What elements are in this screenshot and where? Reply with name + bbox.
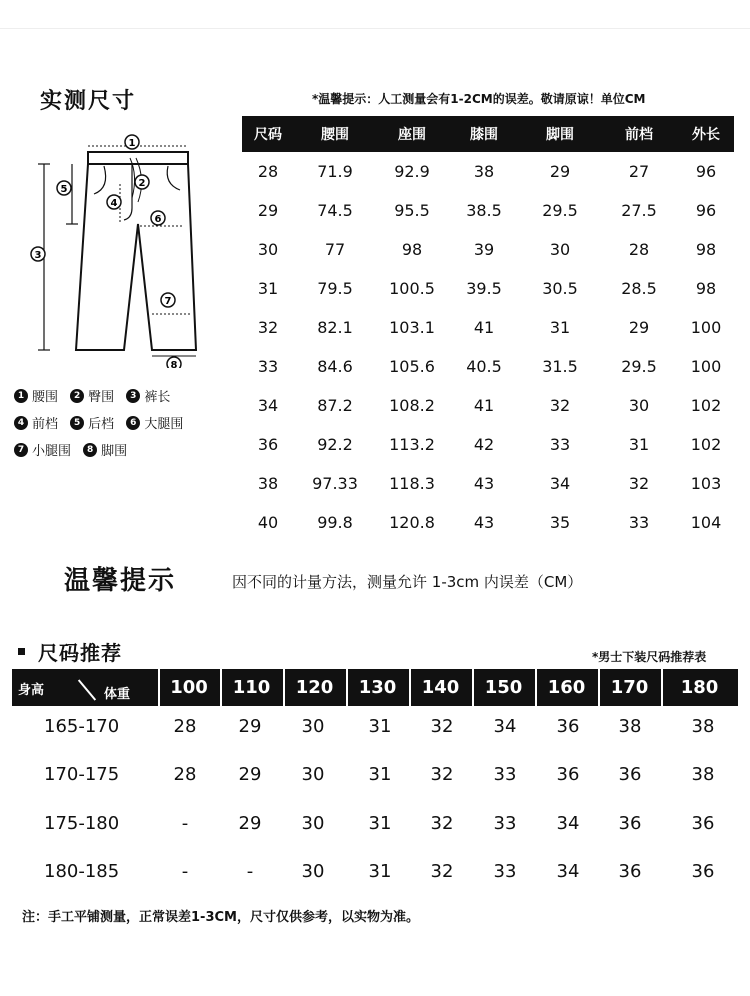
pants-diagram bbox=[20, 128, 220, 368]
table-cell: 43 bbox=[473, 474, 495, 493]
size-cell: 31 bbox=[368, 861, 392, 882]
table-cell: 30 bbox=[257, 240, 279, 259]
table-cell: 98 bbox=[695, 240, 717, 259]
weight-header: 130 bbox=[358, 677, 397, 698]
size-cell: 31 bbox=[368, 813, 392, 834]
svg-text:7: 7 bbox=[164, 296, 172, 307]
legend-row-3 bbox=[14, 440, 135, 459]
table-cell: 33 bbox=[628, 513, 650, 532]
table-row bbox=[242, 308, 734, 347]
table-cell: 40 bbox=[257, 513, 279, 532]
table-cell: 120.8 bbox=[389, 513, 435, 532]
measure-title: 实测尺寸 bbox=[40, 89, 137, 114]
marker-4 bbox=[107, 195, 121, 209]
size-cell: 36 bbox=[556, 716, 580, 737]
table-cell: 41 bbox=[473, 318, 495, 337]
table-cell: 35 bbox=[549, 513, 571, 532]
number-5-icon: 5 bbox=[70, 416, 84, 430]
number-2-icon: 2 bbox=[70, 389, 84, 403]
table-cell: 77 bbox=[324, 240, 346, 259]
column-header: 膝围 bbox=[448, 116, 520, 152]
size-cell: 30 bbox=[301, 764, 325, 785]
size-cell: 31 bbox=[368, 716, 392, 737]
marker-2 bbox=[135, 175, 149, 189]
legend-item: 6 大腿围 bbox=[126, 413, 183, 432]
marker-1 bbox=[125, 135, 139, 149]
table-cell: 32 bbox=[549, 396, 571, 415]
table-cell: 102 bbox=[690, 435, 722, 454]
legend-row-2 bbox=[14, 413, 191, 432]
pants-outline bbox=[76, 164, 196, 350]
size-cell: 30 bbox=[301, 716, 325, 737]
table-cell: 96 bbox=[695, 201, 717, 220]
table-cell: 38 bbox=[473, 162, 495, 181]
table-cell: 29.5 bbox=[621, 357, 657, 376]
table-cell: 28 bbox=[628, 240, 650, 259]
number-7-icon: 7 bbox=[14, 443, 28, 457]
table-cell: 103.1 bbox=[389, 318, 435, 337]
column-header: 腰围 bbox=[294, 116, 376, 152]
table-row bbox=[242, 347, 734, 386]
table-cell: 29.5 bbox=[542, 201, 578, 220]
table-row bbox=[242, 503, 734, 542]
column-header: 尺码 bbox=[242, 116, 294, 152]
number-6-icon: 6 bbox=[126, 416, 140, 430]
size-cell: 29 bbox=[238, 764, 262, 785]
weight-header: 150 bbox=[484, 677, 523, 698]
svg-text:5: 5 bbox=[60, 184, 68, 195]
table-cell: 74.5 bbox=[317, 201, 353, 220]
table-cell: 34 bbox=[257, 396, 279, 415]
marker-5 bbox=[57, 181, 71, 195]
svg-text:6: 6 bbox=[154, 214, 162, 225]
table-row bbox=[242, 464, 734, 503]
square-bullet-icon bbox=[18, 648, 25, 655]
table-cell: 38.5 bbox=[466, 201, 502, 220]
table-cell: 27 bbox=[628, 162, 650, 181]
table-cell: 33 bbox=[549, 435, 571, 454]
table-cell: 40.5 bbox=[466, 357, 502, 376]
table-cell: 103 bbox=[690, 474, 722, 493]
table-cell: 118.3 bbox=[389, 474, 435, 493]
table-row bbox=[242, 152, 734, 191]
size-cell: 38 bbox=[691, 716, 715, 737]
table-cell: 30 bbox=[549, 240, 571, 259]
size-cell: 32 bbox=[430, 764, 454, 785]
size-cell: 36 bbox=[691, 813, 715, 834]
size-cell: 33 bbox=[493, 764, 517, 785]
column-header: 前档 bbox=[600, 116, 678, 152]
table-cell: 31 bbox=[257, 279, 279, 298]
table-cell: 29 bbox=[549, 162, 571, 181]
table-cell: 29 bbox=[628, 318, 650, 337]
table-cell: 32 bbox=[257, 318, 279, 337]
size-cell: 33 bbox=[493, 861, 517, 882]
table-row bbox=[242, 425, 734, 464]
table-cell: 39.5 bbox=[466, 279, 502, 298]
marker-6 bbox=[151, 211, 165, 225]
size-cell: - bbox=[181, 813, 189, 834]
size-cell: 31 bbox=[368, 764, 392, 785]
weight-header: 120 bbox=[295, 677, 334, 698]
height-range: 165-170 bbox=[44, 716, 120, 737]
tip-text: 因不同的计量方法，测量允许 1-3cm 内误差（CM） bbox=[232, 573, 583, 591]
table-row bbox=[242, 269, 734, 308]
size-cell: 38 bbox=[691, 764, 715, 785]
size-cell: 34 bbox=[556, 813, 580, 834]
table-cell: 32 bbox=[628, 474, 650, 493]
diagonal-divider bbox=[78, 679, 96, 700]
table-cell: 38 bbox=[257, 474, 279, 493]
height-range: 175-180 bbox=[44, 813, 120, 834]
legend-row-1 bbox=[14, 386, 178, 405]
svg-text:4: 4 bbox=[110, 198, 118, 209]
recommend-table-header bbox=[12, 669, 738, 706]
table-cell: 42 bbox=[473, 435, 495, 454]
table-cell: 31 bbox=[628, 435, 650, 454]
size-table bbox=[242, 116, 734, 542]
size-cell: 36 bbox=[618, 861, 642, 882]
top-divider bbox=[0, 28, 750, 29]
number-3-icon: 3 bbox=[126, 389, 140, 403]
marker-7 bbox=[161, 293, 175, 307]
table-cell: 105.6 bbox=[389, 357, 435, 376]
weight-header: 140 bbox=[421, 677, 460, 698]
table-cell: 102 bbox=[690, 396, 722, 415]
recommend-title: 尺码推荐 bbox=[38, 641, 122, 665]
table-row bbox=[242, 386, 734, 425]
number-4-icon: 4 bbox=[14, 416, 28, 430]
size-cell: 32 bbox=[430, 716, 454, 737]
column-header: 座围 bbox=[376, 116, 448, 152]
table-cell: 97.33 bbox=[312, 474, 358, 493]
table-cell: 87.2 bbox=[317, 396, 353, 415]
size-table-header bbox=[242, 116, 734, 152]
table-cell: 30 bbox=[628, 396, 650, 415]
recommend-note: *男士下装尺码推荐表 bbox=[592, 650, 707, 664]
legend-item: 4 前档 bbox=[14, 413, 58, 432]
table-cell: 27.5 bbox=[621, 201, 657, 220]
table-cell: 41 bbox=[473, 396, 495, 415]
table-cell: 100 bbox=[690, 357, 722, 376]
size-cell: - bbox=[181, 861, 189, 882]
table-cell: 95.5 bbox=[394, 201, 430, 220]
size-cell: 36 bbox=[556, 764, 580, 785]
size-cell: 28 bbox=[173, 764, 197, 785]
table-cell: 108.2 bbox=[389, 396, 435, 415]
height-range: 170-175 bbox=[44, 764, 120, 785]
legend-item: 8 脚围 bbox=[83, 440, 127, 459]
size-cell: 33 bbox=[493, 813, 517, 834]
size-cell: 30 bbox=[301, 813, 325, 834]
table-cell: 36 bbox=[257, 435, 279, 454]
size-cell: 36 bbox=[691, 861, 715, 882]
table-cell: 30.5 bbox=[542, 279, 578, 298]
size-cell: 34 bbox=[556, 861, 580, 882]
table-cell: 98 bbox=[695, 279, 717, 298]
table-cell: 28.5 bbox=[621, 279, 657, 298]
table-cell: 43 bbox=[473, 513, 495, 532]
table-cell: 31.5 bbox=[542, 357, 578, 376]
legend-item: 3 裤长 bbox=[126, 386, 170, 405]
svg-text:1: 1 bbox=[128, 138, 136, 149]
weight-header: 100 bbox=[170, 677, 208, 698]
marker-8 bbox=[167, 357, 181, 368]
marker-3 bbox=[31, 247, 45, 261]
number-8-icon: 8 bbox=[83, 443, 97, 457]
weight-label: 体重 bbox=[104, 687, 131, 702]
size-cell: - bbox=[246, 861, 254, 882]
size-cell: 34 bbox=[493, 716, 517, 737]
height-label: 身高 bbox=[18, 683, 45, 698]
table-cell: 92.2 bbox=[317, 435, 353, 454]
table-cell: 82.1 bbox=[317, 318, 353, 337]
height-range: 180-185 bbox=[44, 861, 120, 882]
table-row bbox=[242, 230, 734, 269]
table-cell: 99.8 bbox=[317, 513, 353, 532]
table-cell: 96 bbox=[695, 162, 717, 181]
size-cell: 32 bbox=[430, 861, 454, 882]
table-cell: 31 bbox=[549, 318, 571, 337]
table-cell: 100 bbox=[690, 318, 722, 337]
table-cell: 34 bbox=[549, 474, 571, 493]
table-cell: 29 bbox=[257, 201, 279, 220]
table-cell: 92.9 bbox=[394, 162, 430, 181]
svg-text:2: 2 bbox=[138, 178, 146, 189]
size-cell: 29 bbox=[238, 813, 262, 834]
table-cell: 33 bbox=[257, 357, 279, 376]
tip-title: 温馨提示 bbox=[64, 566, 177, 596]
table-cell: 39 bbox=[473, 240, 495, 259]
legend-item: 5 后档 bbox=[70, 413, 114, 432]
svg-text:3: 3 bbox=[34, 250, 42, 261]
table-cell: 28 bbox=[257, 162, 279, 181]
size-cell: 36 bbox=[618, 813, 642, 834]
size-cell: 38 bbox=[618, 716, 642, 737]
table-cell: 71.9 bbox=[317, 162, 353, 181]
column-header: 脚围 bbox=[520, 116, 600, 152]
table-cell: 84.6 bbox=[317, 357, 353, 376]
svg-text:8: 8 bbox=[170, 360, 178, 368]
legend-item: 7 小腿围 bbox=[14, 440, 71, 459]
weight-header: 160 bbox=[547, 677, 586, 698]
legend-item: 1 腰围 bbox=[14, 386, 58, 405]
table-cell: 98 bbox=[401, 240, 423, 259]
column-header: 外长 bbox=[678, 116, 734, 152]
size-cell: 36 bbox=[618, 764, 642, 785]
table-cell: 113.2 bbox=[389, 435, 435, 454]
table-cell: 104 bbox=[690, 513, 722, 532]
table-cell: 100.5 bbox=[389, 279, 435, 298]
weight-header: 180 bbox=[680, 677, 719, 698]
size-cell: 32 bbox=[430, 813, 454, 834]
size-cell: 28 bbox=[173, 716, 197, 737]
table-cell: 79.5 bbox=[317, 279, 353, 298]
number-1-icon: 1 bbox=[14, 389, 28, 403]
weight-header: 170 bbox=[610, 677, 649, 698]
legend-item: 2 臀围 bbox=[70, 386, 114, 405]
footer-note: 注：手工平铺测量，正常误差1-3CM，尺寸仅供参考，以实物为准。 bbox=[22, 910, 419, 925]
measure-note: *温馨提示：人工测量会有1-2CM的误差。敬请原谅！单位CM bbox=[312, 92, 646, 106]
table-row bbox=[242, 191, 734, 230]
size-cell: 29 bbox=[238, 716, 262, 737]
weight-header: 110 bbox=[232, 677, 271, 698]
size-cell: 30 bbox=[301, 861, 325, 882]
